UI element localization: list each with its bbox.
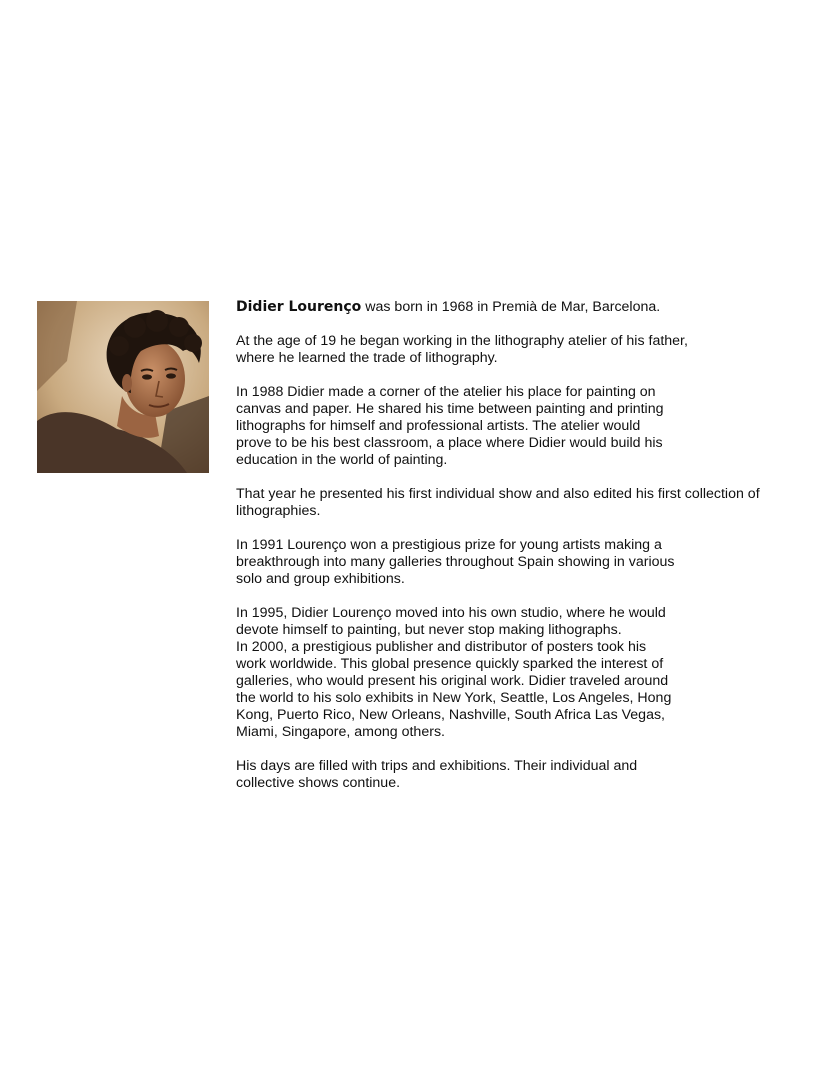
text-line: solo and group exhibitions. bbox=[236, 571, 405, 587]
text-line: His days are filled with trips and exhibitions. Their individual and bbox=[236, 758, 638, 774]
portrait-photo-icon bbox=[37, 301, 209, 473]
text-line: At the age of 19 he began working in the lithography atelier of his father, bbox=[236, 333, 688, 349]
text-line: breakthrough into many galleries throughout Spain showing in various bbox=[236, 554, 675, 570]
text-line: education in the world of painting. bbox=[236, 452, 448, 468]
text-line: galleries, who would present his original work. Didier traveled around bbox=[236, 673, 669, 689]
artist-name: Didier Lourenço bbox=[236, 299, 362, 315]
text-line: prove to be his best classroom, a place where Didier would build his bbox=[236, 435, 663, 451]
text-line: collective shows continue. bbox=[236, 775, 401, 789]
artist-portrait bbox=[37, 301, 209, 473]
text-line: In 2000, a prestigious publisher and distributor of posters took his bbox=[236, 639, 647, 655]
bio-paragraph-first-show bbox=[236, 486, 808, 520]
bio-paragraph-intro bbox=[236, 299, 808, 316]
text-line: lithographs for himself and professional artists. The atelier would bbox=[236, 418, 641, 434]
text-line: Miami, Singapore, among others. bbox=[236, 724, 445, 740]
bio-paragraph-atelier bbox=[236, 384, 808, 469]
bio-paragraph-apprenticeship bbox=[236, 333, 808, 367]
text-line: the world to his solo exhibits in New York, Seattle, Los Angeles, Hong bbox=[236, 690, 672, 706]
bio-paragraph-studio bbox=[236, 605, 808, 741]
text-line: where he learned the trade of lithography. bbox=[236, 350, 498, 366]
intro-text: was born in 1968 in Premià de Mar, Barcelona. bbox=[361, 299, 661, 315]
text-line: In 1995, Didier Lourenço moved into his own studio, where he would bbox=[236, 605, 666, 621]
text-line: lithographies. bbox=[236, 503, 321, 519]
text-line: devote himself to painting, but never stop making lithographs. bbox=[236, 622, 622, 638]
bio-paragraph-prize bbox=[236, 537, 808, 588]
text-line: Kong, Puerto Rico, New Orleans, Nashville, South Africa Las Vegas, bbox=[236, 707, 665, 723]
biography-text bbox=[236, 299, 808, 789]
text-line: work worldwide. This global presence quickly sparked the interest of bbox=[236, 656, 664, 672]
text-line: canvas and paper. He shared his time between painting and printing bbox=[236, 401, 664, 417]
bio-paragraph-today bbox=[236, 758, 808, 789]
text-line: In 1991 Lourenço won a prestigious prize for young artists making a bbox=[236, 537, 662, 553]
text-line: That year he presented his first individual show and also edited his first collection of bbox=[236, 486, 760, 502]
text-line: In 1988 Didier made a corner of the atelier his place for painting on bbox=[236, 384, 656, 400]
